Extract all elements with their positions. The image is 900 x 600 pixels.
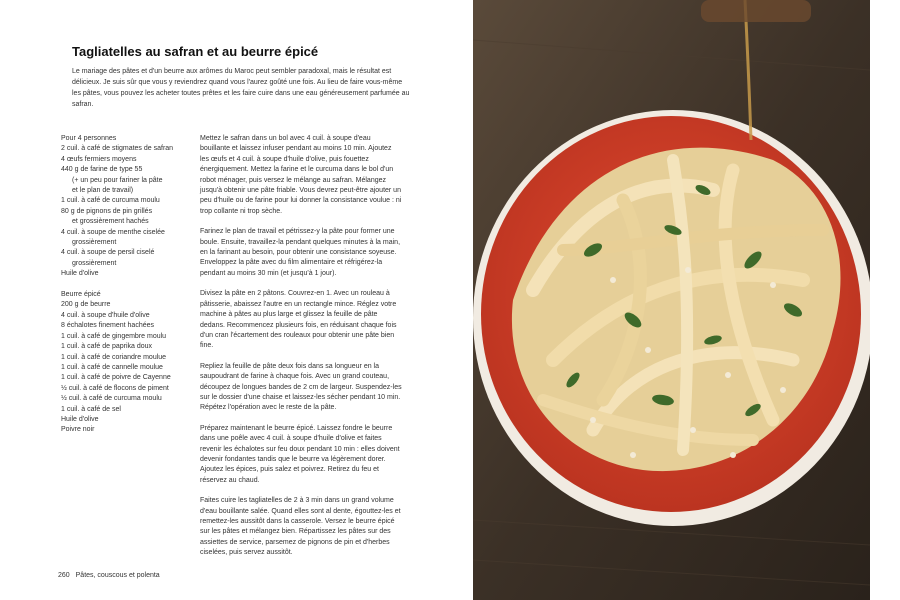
method-step: Mettez le safran dans un bol avec 4 cuil. à soupe d'eau bouillante et laissez infuser pendant au moins 10 min. Ajoutez les œufs et 4 cuil. à soupe d'huile d'olive, puis fouettez énergiquement. Mettez la farine et le curcuma dans le bol d'un robot ménager, puis versez le mélange au safran. Mélangez jusqu'à obtenir une pâte friable. Vous devrez peut-être ajouter un peu d'huile ou de farine pour lui donner la consistance voulue : ni trop collante ni trop sèche. — [200, 135, 402, 215]
pasta-photo — [473, 0, 870, 600]
ingredient-item: grossièrement — [72, 239, 117, 247]
ingredient-item: 2 cuil. à café de stigmates de safran — [61, 145, 174, 153]
ingredient-spacer — [61, 280, 186, 290]
ingredient-item: 1 cuil. à café de poivre de Cayenne — [61, 374, 171, 382]
ingredient-item: 8 échalotes finement hachées — [61, 322, 155, 330]
ingredient-item: 4 cuil. à soupe d'huile d'olive — [61, 311, 150, 319]
method-step: Divisez la pâte en 2 pâtons. Couvrez-en 1. Avec un rouleau à pâtisserie, abaissez l'autre en un rectangle mince. Réglez votre machine à pâtes au plus large et glissez la feuille de pâte dedans. Recommencez plusieurs fois, en réduisant chaque fois d'un cran l'écartement des rouleaux pour obtenir une pâte bien fine. — [200, 290, 397, 350]
ingredients-list — [61, 134, 186, 436]
recipe-intro: Le mariage des pâtes et d'un beurre aux arômes du Maroc peut sembler paradoxal, mais le résultat est délicieux. Je suis sûr que vous y reviendrez quand vous l'aurez goûté une fois. Au lieu de faire vous-même les pâtes, vous pouvez les acheter toutes prêtes et les faire cuire dans une eau généreusement parfumée au safran. — [72, 68, 410, 108]
ingredient-item: et le plan de travail) — [72, 187, 134, 195]
ingredient-item: 1 cuil. à café de cannelle moulue — [61, 363, 163, 371]
ingredient-item: 1 cuil. à café de paprika doux — [61, 343, 153, 351]
ingredient-item: (+ un peu pour fariner la pâte — [72, 176, 163, 184]
ingredient-item: grossièrement — [72, 259, 117, 267]
ingredient-item: Poivre noir — [61, 426, 95, 434]
recipe-title: Tagliatelles au safran et au beurre épicé — [72, 44, 319, 59]
ingredient-item: 4 cuil. à soupe de persil ciselé — [61, 249, 155, 257]
method-steps — [200, 134, 402, 569]
method-step: Préparez maintenant le beurre épicé. Laissez fondre le beurre dans une poêle avec 4 cuil. à soupe d'huile d'olive et faites revenir les échalotes sur feu doux pendant 10 min : elles doivent devenir fondantes tandis que le beurre va légèrement dorer. Ajoutez les épices, puis salez et poivrez. Retirez du feu et réservez au chaud. — [200, 424, 400, 484]
ingredient-item: 80 g de pignons de pin grillés — [61, 207, 153, 215]
ingredient-item: et grossièrement hachés — [72, 218, 149, 226]
ingredient-item: 200 g de beurre — [61, 301, 111, 309]
ingredient-item: 1 cuil. à café de sel — [61, 405, 121, 413]
ingredient-item: 1 cuil. à café de curcuma moulu — [61, 197, 160, 205]
ingredient-item: ½ cuil. à café de curcuma moulu — [61, 395, 162, 403]
ingredient-item: Huile d'olive — [61, 270, 99, 278]
method-step: Farinez le plan de travail et pétrissez-y la pâte pour former une boule. Ensuite, travaillez-la pendant quelques minutes à la main, en la farinant au besoin, pour obtenir une consistance soyeuse. Enveloppez la pâte avec du film alimentaire et réfrigérez-la pendant au moins 30 min (et jusqu'à 1 jour). — [200, 228, 401, 277]
ingredient-item: 4 cuil. à soupe de menthe ciselée — [61, 228, 165, 236]
method-step: Repliez la feuille de pâte deux fois dans sa longueur en la saupoudrant de farine à chaque fois. Avec un grand couteau, découpez de longues bandes de 2 cm de largeur. Suspendez-les sur le dossier d'une chaise et laissez-les sécher pendant 10 min. Répétez l'opération avec le reste de la pâte. — [200, 362, 402, 412]
ingredient-item: ½ cuil. à café de flocons de piment — [61, 384, 169, 392]
serving-spoon — [701, 0, 811, 22]
section-name: Pâtes, couscous et polenta — [75, 572, 160, 579]
pasta-plate-illustration — [473, 0, 870, 600]
ingredient-item: Pour 4 personnes — [61, 135, 117, 142]
method-step: Faites cuire les tagliatelles de 2 à 3 min dans un grand volume d'eau bouillante salée. Quand elles sont al dente, égouttez-les et remettez-les aussitôt dans la casserole. Versez le beurre épicé sur les pâtes et mélangez bien. Répartissez les pâtes sur des assiettes de service, parsemez de pignons de pin et d'herbes ciselées, puis servez aussitôt. — [200, 497, 401, 557]
page-footer — [58, 572, 160, 579]
ingredient-item: Beurre épicé — [61, 291, 101, 299]
ingredient-item: 4 œufs fermiers moyens — [61, 155, 137, 163]
page-number: 260 — [58, 572, 70, 579]
ingredient-item: 1 cuil. à café de gingembre moulu — [61, 332, 167, 340]
ingredient-item: 440 g de farine de type 55 — [61, 166, 143, 174]
ingredient-item: Huile d'olive — [61, 415, 99, 423]
ingredient-item: 1 cuil. à café de coriandre moulue — [61, 353, 167, 361]
